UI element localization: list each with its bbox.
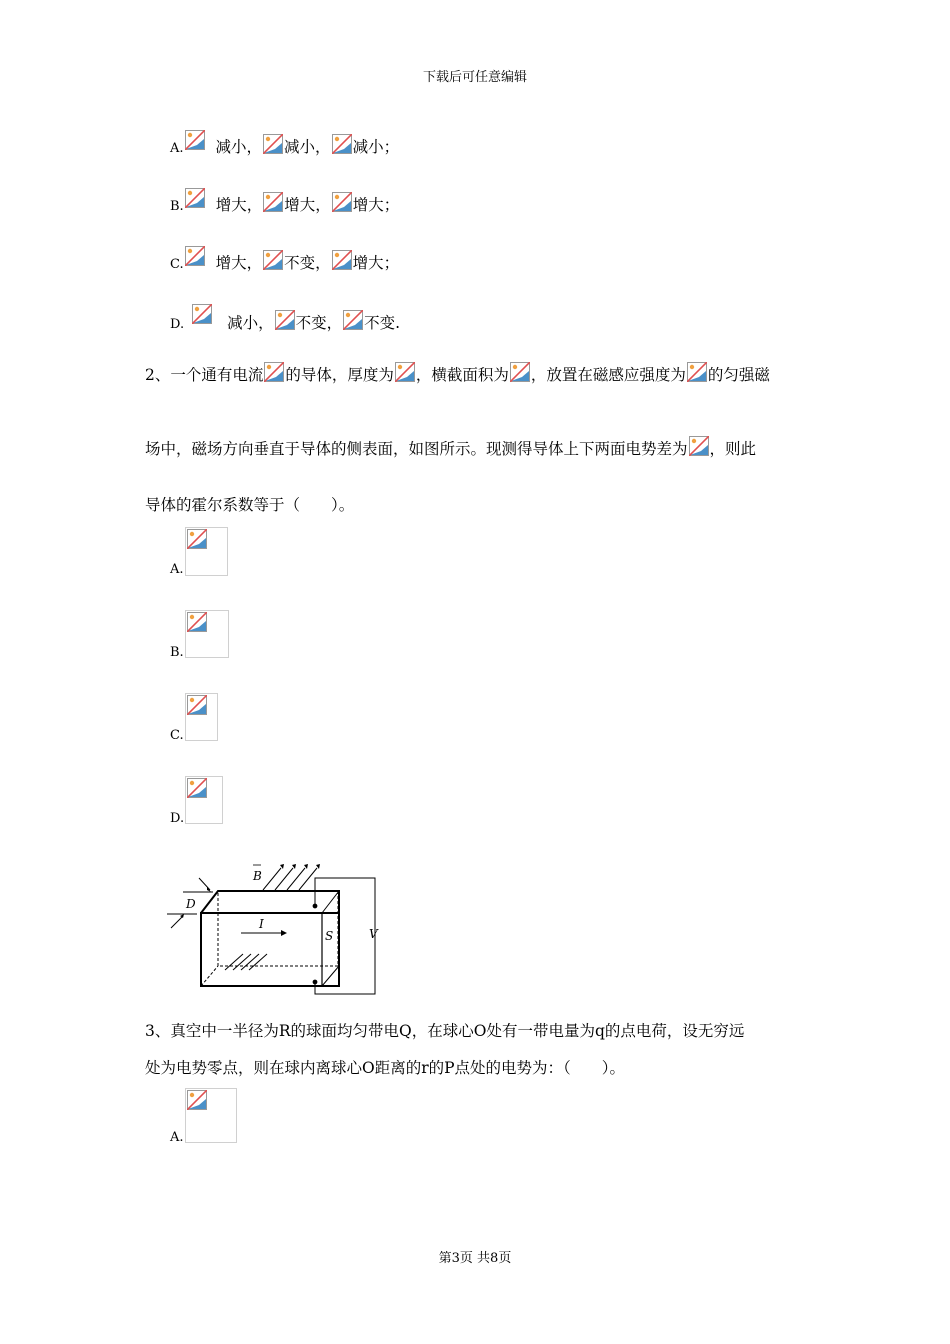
box-top-edge [201, 891, 339, 986]
label-i: I [259, 917, 264, 931]
q2-option-a-image [185, 527, 228, 576]
broken-image-icon [192, 304, 226, 334]
broken-image-icon [510, 362, 530, 384]
label-v: V [369, 927, 378, 941]
broken-image-icon [343, 310, 363, 332]
label-d: D [186, 897, 196, 911]
q2-option-d-image [185, 776, 223, 824]
broken-image-icon [687, 362, 707, 384]
broken-image-icon [185, 246, 215, 274]
q1-option-c: C. 增大， 不变， 增大； [170, 246, 399, 276]
broken-image-icon [263, 192, 283, 214]
option-label: C. [170, 257, 184, 272]
broken-image-icon [263, 134, 283, 156]
q2-option-d-label: D. [170, 811, 185, 826]
box-back-face [218, 891, 338, 966]
broken-image-icon [187, 529, 207, 549]
thickness-arrow [199, 878, 210, 890]
broken-image-icon [332, 134, 352, 156]
broken-image-icon [187, 778, 207, 798]
broken-image-icon [332, 192, 352, 214]
q2-option-c-label: C. [170, 728, 184, 743]
broken-image-icon [185, 188, 215, 216]
q1-option-a: A. 减小， 减小， 减小； [170, 130, 399, 160]
q3-line-2: 处为电势零点，则在球内离球心O距离的r的P点处的电势为：（ ）。 [145, 1059, 626, 1077]
box-front-face [201, 913, 339, 986]
q2-option-c-image [185, 693, 218, 741]
broken-image-icon [187, 612, 207, 632]
broken-image-icon [332, 250, 352, 272]
q2-option-b-label: B. [170, 645, 184, 660]
option-label: B. [170, 199, 184, 214]
page-header: 下载后可任意编辑 [422, 70, 527, 85]
hall-effect-diagram [163, 858, 383, 998]
q1-option-b: B. 增大， 增大， 增大； [170, 188, 399, 218]
q2-line-2: 场中，磁场方向垂直于导体的侧表面，如图所示。现测得导体上下两面电势差为 ，则此 [145, 436, 756, 460]
q2-line-3: 导体的霍尔系数等于（ ）。 [145, 496, 355, 514]
broken-image-icon [395, 362, 415, 384]
page-footer: 第3页 共8页 [438, 1251, 512, 1266]
broken-image-icon [263, 250, 283, 272]
broken-image-icon [264, 362, 284, 384]
q1-option-d: D. 减小， 不变， 不变. [170, 304, 400, 336]
broken-image-icon [187, 695, 207, 715]
option-label: D. [170, 317, 185, 332]
q2-option-b-image [185, 610, 229, 658]
thickness-arrow [171, 916, 183, 928]
broken-image-icon [275, 310, 295, 332]
option-label: A. [170, 141, 184, 156]
label-s: S [325, 929, 334, 943]
q3-line-1: 3、真空中一半径为R的球面均匀带电Q，在球心O处有一带电量为q的点电荷，设无穷远 [145, 1022, 745, 1040]
label-b: B [253, 869, 262, 883]
q2-option-a-label: A. [170, 562, 184, 577]
broken-image-icon [187, 1090, 207, 1110]
broken-image-icon [689, 436, 709, 458]
q3-option-a-image [185, 1088, 237, 1143]
voltmeter-wire [315, 878, 375, 994]
q3-option-a-label: A. [170, 1130, 184, 1145]
q2-line-1: 2、一个通有电流 的导体，厚度为 ，横截面积为 ，放置在磁感应强度为 的匀强磁 [145, 362, 770, 386]
broken-image-icon [185, 130, 215, 158]
